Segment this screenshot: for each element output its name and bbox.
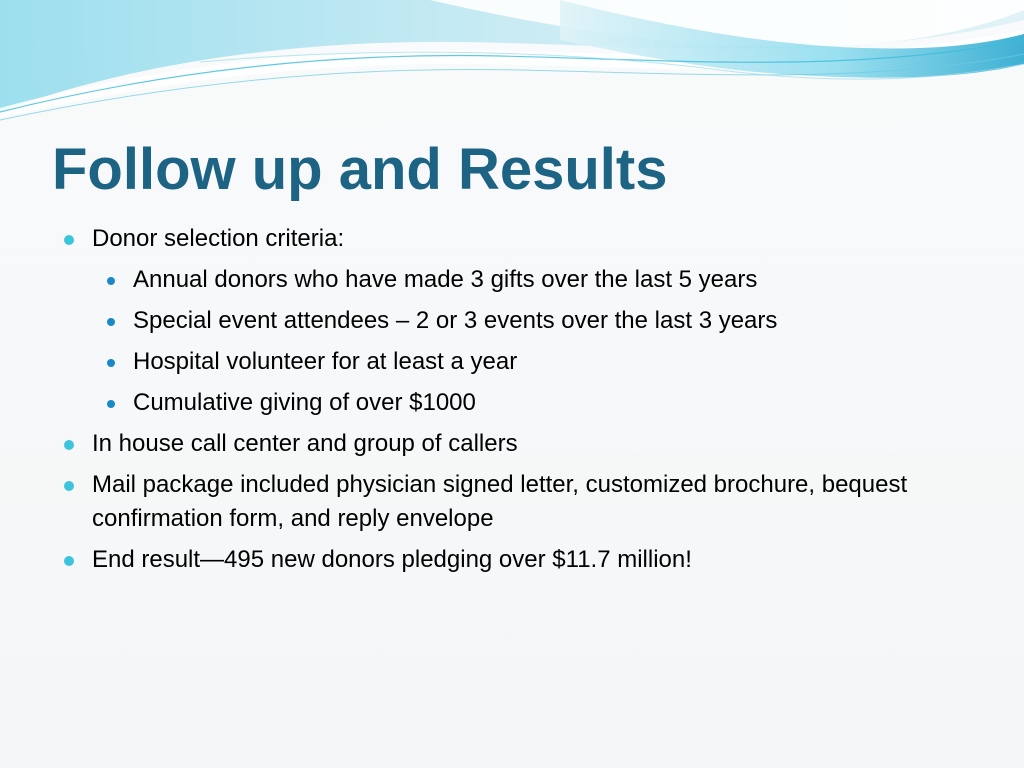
sub-bullet-text: Annual donors who have made 3 gifts over the last 5 years bbox=[133, 266, 758, 293]
header-wave-decoration bbox=[0, 0, 1024, 130]
bullet-call-center bbox=[62, 427, 962, 461]
bullet-dot-icon bbox=[64, 440, 74, 450]
sub-bullet-dot-icon bbox=[107, 318, 115, 326]
sub-bullet-text: Special event attendees – 2 or 3 events over the last 3 years bbox=[133, 307, 778, 334]
bullet-mail-package bbox=[62, 468, 962, 536]
sub-bullet-event-attendees bbox=[92, 304, 962, 338]
sub-bullet-text: Hospital volunteer for at least a year bbox=[133, 348, 518, 375]
bullet-text: In house call center and group of callers bbox=[92, 430, 518, 457]
bullet-dot-icon bbox=[64, 235, 74, 245]
bullet-text: Mail package included physician signed letter, customized brochure, bequest confirmation form, and reply envelope bbox=[92, 471, 908, 532]
sub-bullet-annual-donors bbox=[92, 263, 962, 297]
sub-bullet-dot-icon bbox=[107, 400, 115, 408]
sub-bullet-cumulative-giving bbox=[92, 386, 962, 420]
bullet-donor-criteria bbox=[62, 222, 962, 420]
bullet-list bbox=[62, 222, 962, 584]
slide-title: Follow up and Results bbox=[52, 137, 668, 202]
bullet-text: Donor selection criteria: bbox=[92, 225, 345, 252]
sub-bullet-text: Cumulative giving of over $1000 bbox=[133, 389, 476, 416]
sub-bullet-dot-icon bbox=[107, 359, 115, 367]
bullet-text: End result—495 new donors pledging over $11.7 million! bbox=[92, 546, 692, 573]
bullet-dot-icon bbox=[64, 481, 74, 491]
bullet-dot-icon bbox=[64, 556, 74, 566]
bullet-end-result bbox=[62, 543, 962, 577]
sub-bullet-hospital-volunteer bbox=[92, 345, 962, 379]
sub-bullet-list bbox=[92, 263, 962, 420]
sub-bullet-dot-icon bbox=[107, 277, 115, 285]
